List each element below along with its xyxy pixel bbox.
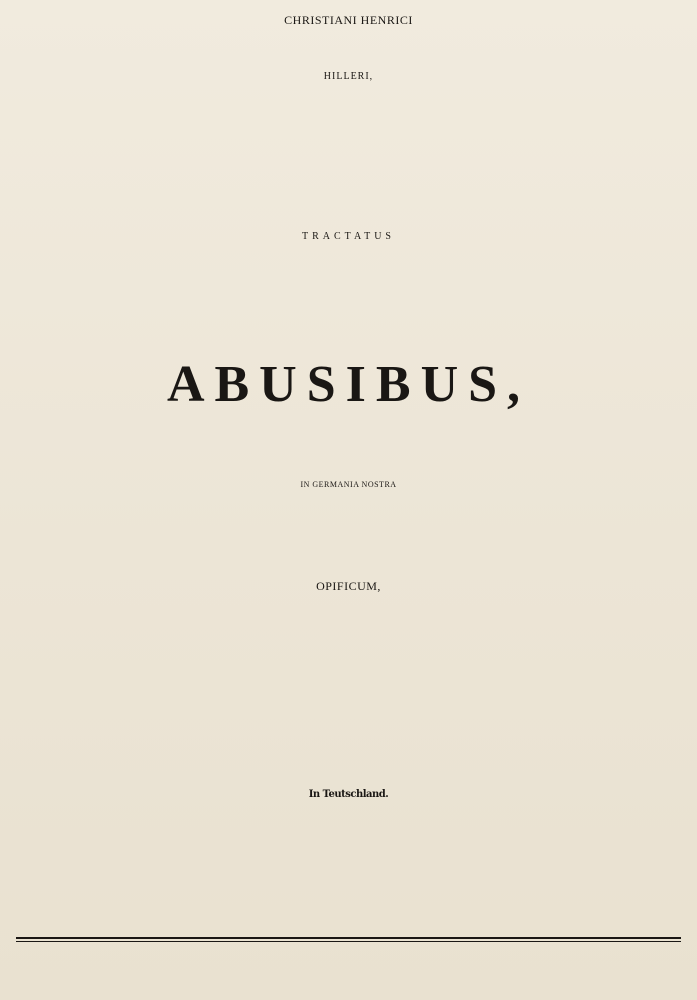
- work-title-tractatus: TRACTATUS: [302, 231, 395, 242]
- work-title-main: ABUSIBUS,: [166, 356, 531, 413]
- imprint-rule-thick: [16, 937, 681, 939]
- imprint-rule-thin: [16, 941, 681, 942]
- german-title-line-2: In Teutschland.: [308, 789, 389, 800]
- author-name-line-2: HILLERI,: [323, 71, 374, 82]
- work-title-germania: IN GERMANIA NOSTRA: [300, 480, 397, 489]
- work-title-opificum: OPIFICUM,: [316, 579, 381, 593]
- author-name-line-1: CHRISTIANI HENRICI: [284, 13, 413, 27]
